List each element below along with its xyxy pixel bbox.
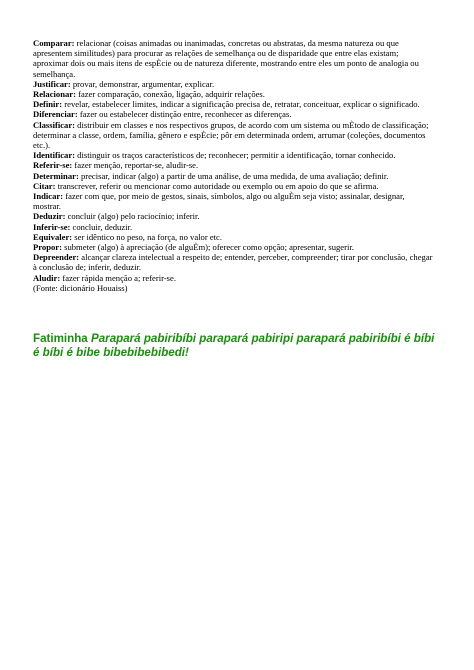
definition-entry	[33, 109, 433, 119]
definition-term: Diferenciar:	[33, 109, 78, 120]
definition-entry	[33, 171, 433, 181]
definition-entry	[33, 120, 433, 151]
definition-term: Referir-se:	[33, 160, 73, 171]
definition-text: alcançar clareza intelectual a respeito de; entender, perceber, compreender; tirar por conclusão, chegar à conclusão de; inferir, deduzir.	[33, 252, 433, 273]
definition-term: Propor:	[33, 242, 62, 253]
definition-entry	[33, 211, 433, 221]
definition-term: Inferir-se:	[33, 221, 71, 232]
definition-text: fazer comparação, conexão, ligação, adquirir relações.	[75, 89, 265, 100]
definition-term: Citar:	[33, 180, 56, 191]
definition-entry	[33, 160, 433, 170]
definition-entry	[33, 191, 433, 211]
definition-entry	[33, 222, 433, 232]
definition-text: fazer ou estabelecer distinção entre, reconhecer as diferenças.	[77, 109, 292, 120]
source-note: (Fonte: dicionário Houaiss)	[33, 282, 128, 293]
definition-entry	[33, 79, 433, 89]
definition-entry	[33, 99, 433, 109]
definition-text: concluir, deduzir.	[70, 221, 133, 232]
definition-term: Aludir:	[33, 272, 61, 283]
definition-term: Depreender:	[33, 252, 80, 263]
definition-text: relacionar (coisas animadas ou inanimadas, concretas ou abstratas, da mesma natureza ou que apresentem similitudes) para procurar as relações de semelhança ou de disparidade que entre elas existam; aproximar dois ou mais itens de espÈcie ou de natureza diferente, mostrando entre eles um ponto de analogia ou semelhança.	[33, 38, 419, 79]
definition-term: Indicar:	[33, 191, 64, 202]
definition-text: submeter (algo) à apreciação (de alguÈm); oferecer como opção; apresentar, sugerir.	[61, 242, 354, 253]
definition-term: Justificar:	[33, 78, 71, 89]
footer-quote	[33, 332, 443, 359]
definition-text: fazer com que, por meio de gestos, sinais, símbolos, algo ou alguÈm seja visto; assinalar, designar, mostrar.	[33, 191, 405, 212]
footer-author: Fatiminha	[33, 332, 88, 345]
definition-term: Definir:	[33, 99, 63, 110]
definition-entry	[33, 181, 433, 191]
definition-term: Identificar:	[33, 150, 76, 161]
definition-entry	[33, 232, 433, 242]
definition-entry	[33, 242, 433, 252]
definition-term: Equivaler:	[33, 231, 73, 242]
definition-text: fazer rápida menção a; referir-se.	[60, 272, 176, 283]
definition-entry	[33, 150, 433, 160]
footer-phrase: Parapará pabiribíbi parapará pabiripi parapará pabiribíbi é bíbi é bíbi é bibe bibebibebibedi!	[33, 332, 435, 359]
definition-text: transcrever, referir ou mencionar como autoridade ou exemplo ou em apoio do que se afirma.	[55, 180, 379, 191]
definition-text: provar, demonstrar, argumentar, explicar.	[70, 78, 215, 89]
definition-term: Classificar:	[33, 119, 76, 130]
definition-text: revelar, estabelecer limites, indicar a significação precisa de, retratar, conceituar, explicar o significado.	[62, 99, 420, 110]
definition-term: Relacionar:	[33, 89, 76, 100]
definition-text: precisar, indicar (algo) a partir de uma análise, de uma medida, de uma avaliação; definir.	[78, 170, 389, 181]
definition-term: Determinar:	[33, 170, 79, 181]
definition-entry	[33, 273, 433, 283]
definition-entry	[33, 38, 433, 79]
definition-term: Comparar:	[33, 38, 75, 48]
definition-text: concluir (algo) pelo raciocínio; inferir.	[65, 211, 200, 222]
definition-text: ser idêntico no peso, na força, no valor etc.	[72, 231, 223, 242]
definition-text: distinguir os traços característicos de; reconhecer; permitir a identificação, tornar conhecido.	[75, 150, 396, 161]
definition-entry	[33, 89, 433, 99]
definition-term: Deduzir:	[33, 211, 66, 222]
definition-text: distribuir em classes e nos respectivos grupos, de acordo com um sistema ou mÈtodo de classificação; determinar a classe, ordem, família, gênero e espÈcie; pôr em determinada ordem, arrumar (coleções, documentos etc.).	[33, 119, 429, 151]
definitions-list	[33, 38, 433, 293]
definition-text: fazer menção, reportar-se, aludir-se.	[72, 160, 199, 171]
definition-entry	[33, 252, 433, 272]
